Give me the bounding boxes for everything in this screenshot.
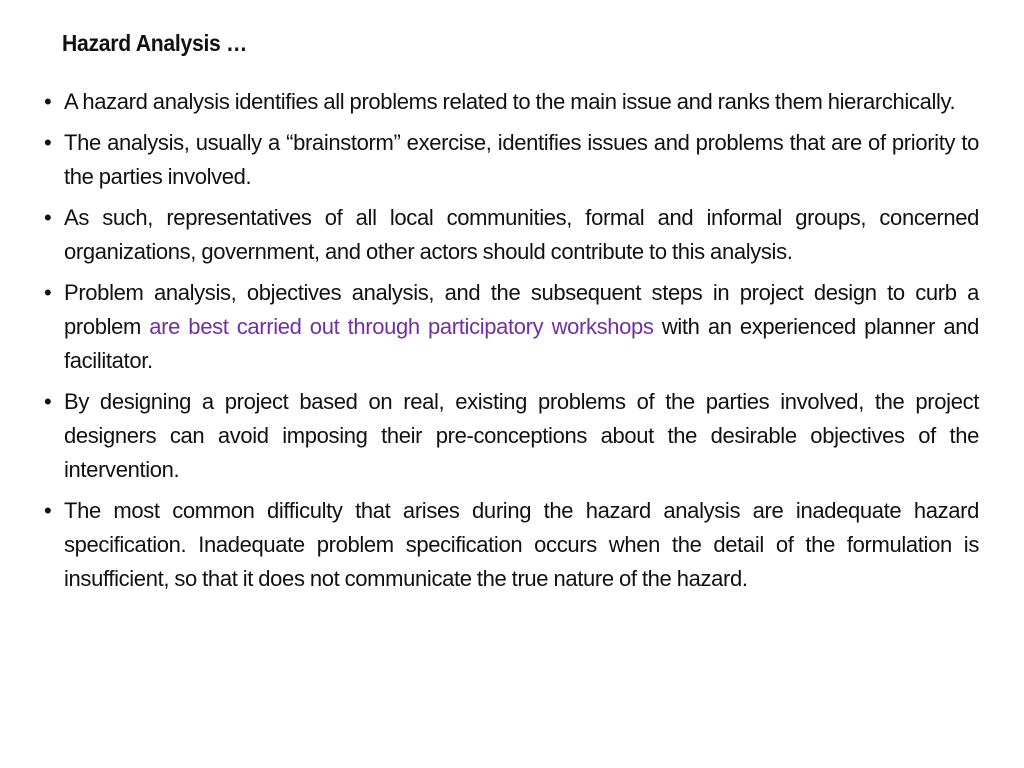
bullet-text: By designing a project based on real, existing problems of the parties involved, the project designers can avoid imposing their pre-conceptions about the desirable objectives of the intervention. [64,388,979,483]
bullet-item [44,276,979,379]
bullet-text: The most common difficulty that arises during the hazard analysis are inadequate hazard specification. Inadequate problem specification occurs when the detail of the formulation is insufficient, so that it does not communicate the true nature of the hazard. [64,497,979,592]
bullet-icon: • [44,204,52,230]
bullet-list [44,85,979,603]
bullet-text: A hazard analysis identifies all problems related to the main issue and ranks them hierarchically. [64,89,956,114]
bullet-text: As such, representatives of all local communities, formal and informal groups, concerned organizations, government, and other actors should contribute to this analysis. [64,204,979,264]
bullet-text: The analysis, usually a “brainstorm” exercise, identifies issues and problems that are of priority to the parties involved. [64,129,979,189]
bullet-icon: • [44,497,52,523]
bullet-text-after: with an experienced planner and facilitator. [64,313,979,373]
bullet-icon: • [44,279,52,305]
bullet-item [44,385,979,488]
bullet-icon: • [44,129,52,155]
bullet-text-before: Problem analysis, objectives analysis, and the subsequent steps in project design to curb a problem [64,279,979,339]
bullet-item [44,201,979,269]
highlighted-text: are best carried out through participatory workshops [149,313,654,339]
bullet-icon: • [44,89,52,114]
slide-title: Hazard Analysis … [62,30,248,56]
bullet-item [44,126,979,194]
bullet-item [44,494,979,597]
bullet-icon: • [44,388,52,414]
bullet-item [44,85,979,119]
